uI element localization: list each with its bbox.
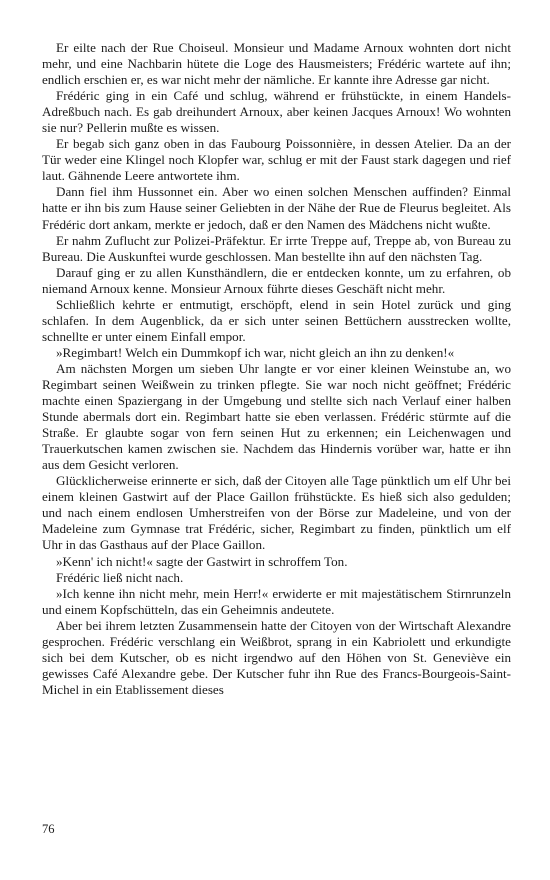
paragraph: Dann fiel ihm Hussonnet ein. Aber wo einen solchen Menschen auffinden? Einmal hatte er ihn bis zum Hause seiner Geliebten in der Nähe der Rue de Fleurus begleitet. Als Frédéric dort ankam, merkte er jedoch, daß er den Namen des Mädchens nicht wußte.: [42, 184, 511, 232]
paragraph: Er eilte nach der Rue Choiseul. Monsieur und Madame Arnoux wohnten dort nicht mehr, und eine Nachbarin hütete die Loge des Hausmeisters; Frédéric wartete auf ihn; endlich erschien er, es war nicht mehr der nämliche. Er kannte ihre Adresse gar nicht.: [42, 40, 511, 88]
paragraph: Am nächsten Morgen um sieben Uhr langte er vor einer kleinen Weinstube an, wo Regimbart seinen Weißwein zu trinken pflegte. Sie war noch nicht geöffnet; Frédéric machte einen Spaziergang in der Umgebung und stellte sich nach Verlauf einer halben Stunde abermals dort ein. Regimbart hatte sie eben verlassen. Frédéric stürmte auf die Straße. Er glaubte sogar von fern seinen Hut zu erkennen; ein Leichenwagen und Trauerkutschen kamen zwischen sie. Nachdem das Hindernis vorüber war, hatte er ihn aus dem Gesicht verloren.: [42, 360, 511, 473]
paragraph: »Kenn' ich nicht!« sagte der Gastwirt in schroffem Ton.: [56, 553, 348, 569]
paragraph: Schließlich kehrte er entmutigt, erschöpft, elend in sein Hotel zurück und ging schlafen. In dem Augenblick, da er sich unter seinen Bettüchern ausstrecken wollte, schnellte er unter einem Einfall empor.: [42, 296, 511, 344]
paragraph: Darauf ging er zu allen Kunsthändlern, die er entdecken konnte, um zu erfahren, ob niemand Arnoux kenne. Monsieur Arnoux führte dieses Geschäft nicht mehr.: [42, 264, 511, 296]
page-body: [42, 40, 511, 698]
paragraph: Er nahm Zuflucht zur Polizei-Präfektur. Er irrte Treppe auf, Treppe ab, von Bureau zu Bureau. Die Auskunftei wurde geschlossen. Man bestellte ihn auf den nächsten Tag.: [42, 232, 511, 264]
paragraph: »Ich kenne ihn nicht mehr, mein Herr!« erwiderte er mit majestätischem Stirnrunzeln und einem Kopfschütteln, das ein Geheimnis andeutete.: [42, 585, 511, 617]
paragraph: »Regimbart! Welch ein Dummkopf ich war, nicht gleich an ihn zu denken!«: [56, 344, 455, 360]
paragraph: Glücklicherweise erinnerte er sich, daß der Citoyen alle Tage pünktlich um elf Uhr bei einem kleinen Gastwirt auf der Place Gaillon frühstückte. Es hieß sich also gedulden; und nach einem endlosen Umherstreifen von der Börse zur Madeleine, und von der Madeleine zum Gymnase trat Frédéric, sicher, Regimbart zu finden, pünktlich um elf Uhr in das Gasthaus auf der Place Gaillon.: [42, 473, 511, 553]
page-number: 76: [42, 822, 55, 836]
paragraph: Frédéric ließ nicht nach.: [56, 569, 184, 585]
paragraph: Aber bei ihrem letzten Zusammensein hatte der Citoyen von der Wirtschaft Alexandre gesprochen. Frédéric verschlang ein Weißbrot, sprang in ein Kabriolett und erkundigte sich bei dem Kutscher, ob es nicht irgendwo auf den Höhen von St. Geneviève ein gewisses Café Alexandre gebe. Der Kutscher fuhr ihn Rue des Francs-Bourgeois-Saint-Michel in ein Etablissement dieses: [42, 617, 511, 697]
paragraph: Er begab sich ganz oben in das Faubourg Poissonnière, in dessen Atelier. Da an der Tür weder eine Klingel noch Klopfer war, schlug er mit der Faust stark dagegen und rief laut. Gähnende Leere antwortete ihm.: [42, 136, 511, 184]
paragraph: Frédéric ging in ein Café und schlug, während er frühstückte, in einem Handels-Adreßbuch nach. Es gab dreihundert Arnoux, aber keinen Jacques Arnoux! Wo wohnten sie nur? Pellerin mußte es wissen.: [42, 88, 511, 136]
